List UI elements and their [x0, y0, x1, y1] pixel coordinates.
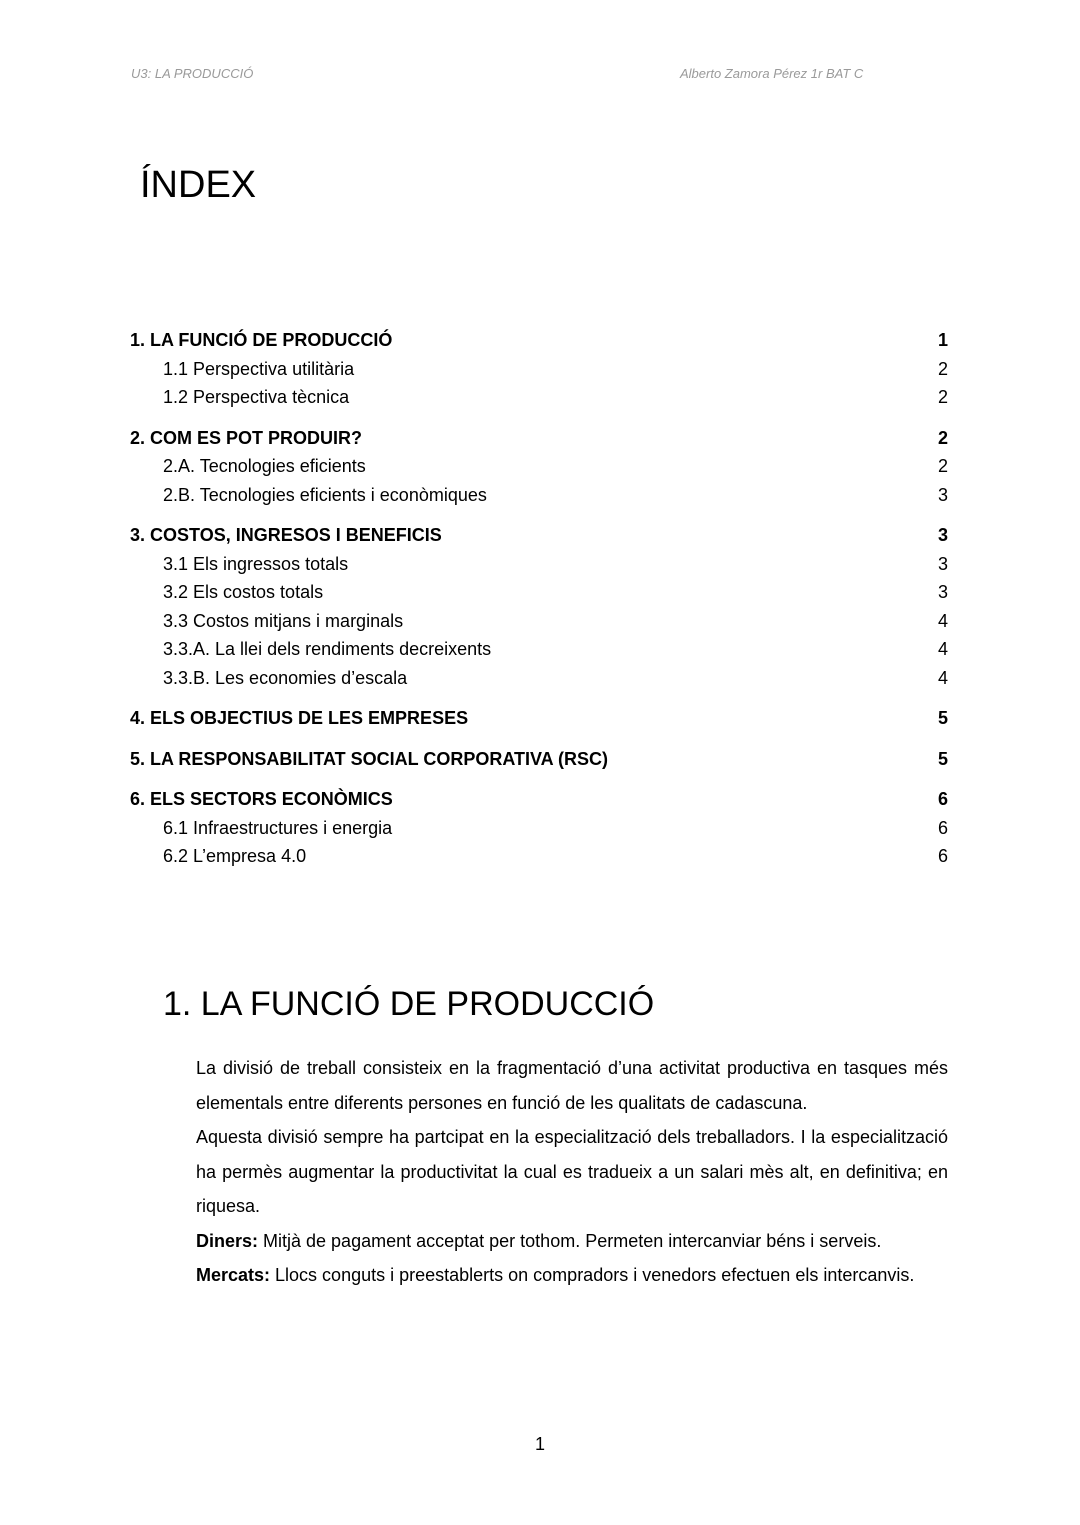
toc-subentry-page: 3	[937, 484, 948, 505]
definition-mercats	[196, 1258, 948, 1293]
toc-subentry-page: 3	[937, 582, 948, 602]
toc-entry-page: 5	[937, 708, 948, 728]
toc-entry-title: 6. ELS SECTORS ECONÒMICS	[130, 789, 393, 809]
toc-entry[interactable]	[130, 745, 948, 774]
toc-subentry[interactable]	[130, 452, 948, 481]
toc-subentry[interactable]	[130, 842, 948, 871]
toc-section-1	[130, 326, 948, 412]
definition-diners	[196, 1224, 948, 1259]
toc-subentry[interactable]	[130, 578, 948, 607]
toc-subentry-title: 3.3 Costos mitjans i marginals	[163, 610, 404, 631]
toc-subentry-page: 3	[937, 553, 948, 574]
header-document-title: U3: LA PRODUCCIÓ	[131, 66, 254, 81]
toc-subentry-title: 1.1 Perspectiva utilitària	[163, 358, 355, 379]
toc-subentry[interactable]	[130, 383, 948, 412]
toc-subentry-page: 4	[937, 639, 948, 659]
paragraph: Aquesta divisió sempre ha partcipat en la especialització dels treballadors. I la especialització ha permès augmentar la productivitat la cual es tradueix a un salari mès alt, en definitiva; en riquesa.	[196, 1127, 948, 1216]
toc-entry-title: 3. COSTOS, INGRESOS I BENEFICIS	[130, 525, 442, 545]
toc-subentry-page: 6	[937, 817, 948, 838]
toc-subentry[interactable]	[130, 355, 948, 384]
toc-section-4	[130, 704, 948, 733]
toc-subentry-page: 4	[937, 667, 948, 688]
toc-entry[interactable]	[130, 326, 948, 355]
toc-subentry-title: 3.3.A. La llei dels rendiments decreixents	[163, 639, 492, 659]
definition-text: Llocs conguts i preestablerts on compradors i venedors efectuen els intercanvis.	[270, 1265, 915, 1285]
toc-subentry-title: 3.2 Els costos totals	[163, 582, 324, 602]
toc-subentry[interactable]	[130, 607, 948, 636]
toc-subentry[interactable]	[130, 635, 948, 664]
toc-subentry-title: 3.1 Els ingressos totals	[163, 553, 349, 574]
toc-entry[interactable]	[130, 424, 948, 453]
toc-subentry-title: 3.3.B. Les economies d’escala	[163, 667, 408, 688]
toc-subentry-title: 2.A. Tecnologies eficients	[163, 456, 366, 476]
toc-section-6	[130, 785, 948, 871]
toc-subentry-title: 1.2 Perspectiva tècnica	[163, 387, 350, 407]
toc-subentry-page: 2	[937, 456, 948, 476]
toc-subentry-page: 2	[937, 387, 948, 407]
toc-entry[interactable]	[130, 704, 948, 733]
table-of-contents	[130, 326, 948, 883]
definition-term: Mercats:	[196, 1265, 271, 1285]
toc-subentry[interactable]	[130, 814, 948, 843]
toc-entry-page: 1	[937, 330, 948, 350]
toc-subentry-page: 2	[937, 358, 948, 379]
toc-entry[interactable]	[130, 521, 948, 550]
toc-subentry[interactable]	[130, 481, 948, 510]
paragraph: La divisió de treball consisteix en la fragmentació d’una activitat productiva en tasques més elementals entre diferents persones en funció de les qualitats de cadascuna.	[196, 1058, 948, 1113]
toc-subentry[interactable]	[130, 664, 948, 693]
toc-section-5	[130, 745, 948, 774]
toc-subentry-page: 4	[937, 610, 948, 631]
toc-entry-page: 5	[937, 748, 948, 769]
index-title: ÍNDEX	[140, 164, 257, 206]
toc-section-3	[130, 521, 948, 692]
toc-entry-title: 5. LA RESPONSABILITAT SOCIAL CORPORATIVA (RSC)	[130, 748, 609, 769]
toc-entry-title: 1. LA FUNCIÓ DE PRODUCCIÓ	[130, 330, 393, 350]
toc-entry-page: 3	[937, 525, 948, 545]
definition-term: Diners:	[196, 1230, 259, 1251]
toc-subentry-title: 6.1 Infraestructures i energia	[163, 817, 393, 838]
toc-entry-page: 6	[937, 789, 948, 809]
toc-subentry-title: 6.2 L’empresa 4.0	[163, 846, 307, 866]
section-body	[196, 1051, 948, 1293]
definition-text: Mitjà de pagament acceptat per tothom. Permeten intercanviar béns i serveis.	[258, 1230, 882, 1251]
toc-entry[interactable]	[130, 785, 948, 814]
toc-subentry[interactable]	[130, 550, 948, 579]
toc-entry-page: 2	[937, 427, 948, 448]
toc-entry-title: 4. ELS OBJECTIUS DE LES EMPRESES	[130, 708, 469, 728]
toc-section-2	[130, 424, 948, 510]
toc-subentry-page: 6	[937, 846, 948, 866]
header-author: Alberto Zamora Pérez 1r BAT C	[680, 66, 864, 81]
toc-entry-title: 2. COM ES POT PRODUIR?	[130, 427, 363, 448]
page-number: 1	[534, 1434, 545, 1454]
section-heading: 1. LA FUNCIÓ DE PRODUCCIÓ	[163, 985, 655, 1023]
toc-subentry-title: 2.B. Tecnologies eficients i econòmiques	[163, 484, 487, 505]
